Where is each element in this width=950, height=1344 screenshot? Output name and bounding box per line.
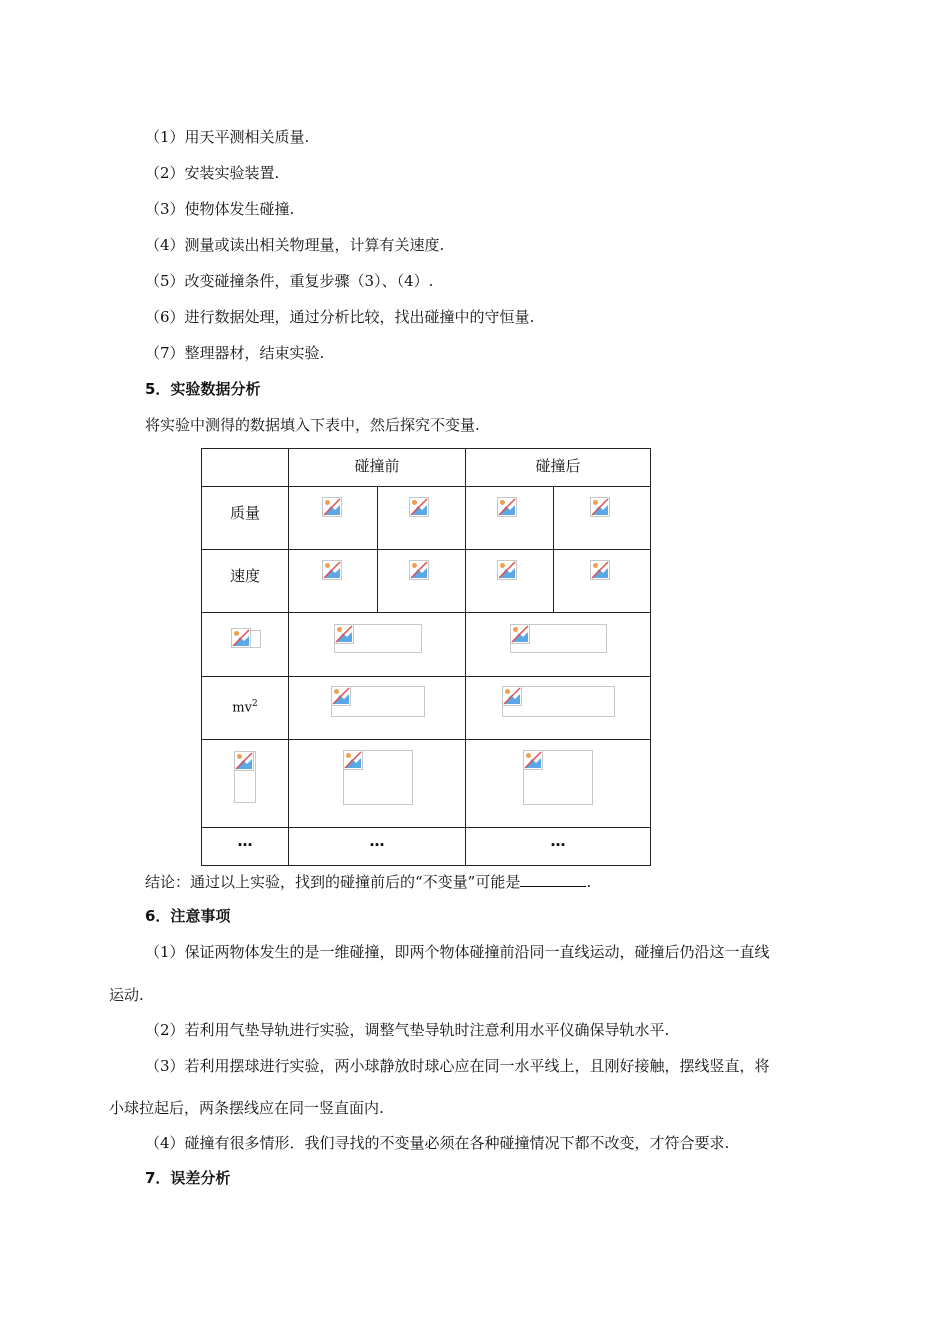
step-4: （4）测量或读出相关物理量，计算有关速度. <box>145 236 445 254</box>
note-1-line-2: 运动. <box>109 986 144 1004</box>
broken-image-icon <box>590 497 610 523</box>
broken-image-icon <box>409 497 429 523</box>
table-rule <box>201 612 651 613</box>
broken-image-icon <box>234 751 254 777</box>
broken-image-icon <box>343 750 363 776</box>
table-border-bottom <box>201 865 651 866</box>
broken-image-icon <box>409 560 429 586</box>
table-rule <box>201 486 651 487</box>
conclusion <box>145 870 591 892</box>
step-5: （5）改变碰撞条件，重复步骤（3）、（4）. <box>145 272 434 290</box>
section-7-heading: 7．误差分析 <box>145 1169 231 1187</box>
broken-image-icon <box>510 624 530 650</box>
section-5-heading: 5．实验数据分析 <box>145 380 261 398</box>
header-after: 碰撞后 <box>535 457 581 475</box>
step-7: （7）整理器材，结束实验. <box>145 344 325 362</box>
table-rule <box>288 448 289 866</box>
ellipsis-cell: … <box>550 832 566 850</box>
note-1-line-1: （1）保证两物体发生的是一维碰撞，即两个物体碰撞前沿同一直线运动，碰撞后仍沿这一直线 <box>145 943 770 961</box>
table-rule <box>201 827 651 828</box>
step-6: （6）进行数据处理，通过分析比较，找出碰撞中的守恒量. <box>145 308 535 326</box>
note-2: （2）若利用气垫导轨进行实验，调整气垫导轨时注意利用水平仪确保导轨水平. <box>145 1021 670 1039</box>
table-rule <box>201 739 651 740</box>
row-label-mv2 <box>202 694 288 718</box>
broken-image-icon <box>331 686 351 712</box>
broken-image-icon <box>502 686 522 712</box>
broken-image-icon <box>497 497 517 523</box>
ellipsis-cell: … <box>369 832 385 850</box>
section-5-intro: 将实验中测得的数据填入下表中，然后探究不变量. <box>145 416 480 434</box>
section-6-heading: 6．注意事项 <box>145 907 231 925</box>
conclusion-blank <box>520 870 586 887</box>
conclusion-text: 结论：通过以上实验，找到的碰撞前后的“不变量”可能是 <box>145 873 521 891</box>
mv2-base: mv <box>232 700 252 716</box>
broken-image-icon <box>334 624 354 650</box>
table-rule <box>553 486 554 612</box>
step-2: （2）安装实验装置. <box>145 164 280 182</box>
table-border-right <box>650 448 651 866</box>
ellipsis-cell: … <box>237 832 253 850</box>
broken-image-icon <box>231 628 251 654</box>
broken-image-icon <box>590 560 610 586</box>
header-before: 碰撞前 <box>354 457 400 475</box>
note-3-line-2: 小球拉起后，两条摆线应在同一竖直面内. <box>109 1099 384 1117</box>
row-label-velocity: 速度 <box>229 567 260 585</box>
table-rule <box>201 676 651 677</box>
broken-image-icon <box>497 560 517 586</box>
step-3: （3）使物体发生碰撞. <box>145 200 295 218</box>
row-label-mass: 质量 <box>229 504 260 522</box>
table-rule <box>465 448 466 866</box>
broken-image-icon <box>523 750 543 776</box>
note-3-line-1: （3）若利用摆球进行实验，两小球静放时球心应在同一水平线上，且刚好接触，摆线竖直，将 <box>145 1057 770 1075</box>
step-1: （1）用天平测相关质量. <box>145 128 310 146</box>
broken-image-icon <box>322 497 342 523</box>
table-rule <box>377 486 378 612</box>
note-4: （4）碰撞有很多情形．我们寻找的不变量必须在各种碰撞情况下都不改变，才符合要求. <box>145 1134 730 1152</box>
conclusion-end: . <box>586 873 592 891</box>
table-border-top <box>201 448 651 449</box>
mv2-superscript: 2 <box>251 699 258 709</box>
table-rule <box>201 549 651 550</box>
broken-image-icon <box>322 560 342 586</box>
